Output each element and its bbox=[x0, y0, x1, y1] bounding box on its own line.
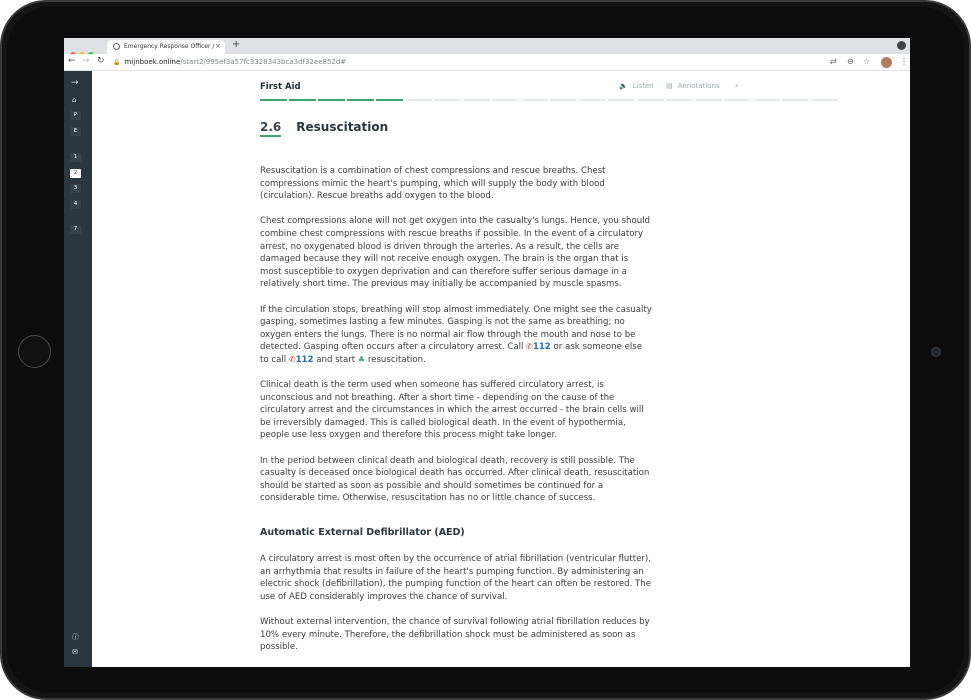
profile-avatar[interactable] bbox=[881, 57, 892, 68]
progress-segment[interactable] bbox=[434, 99, 461, 101]
url-host: mijnboek.online bbox=[124, 58, 181, 66]
camera-icon bbox=[931, 347, 941, 357]
paragraph: Clinical death is the term used when someone has suffered circulatory arrest, is unconscious and not breathing. After a short time - depending on the cause of the circulatory arrest and the circumstances in which the arrest occurred - the brain cells will be irreversibly damaged. This is called biological death. In the event of hypothermia, people use less oxygen and therefore this process might take longer. bbox=[260, 380, 644, 441]
reload-icon[interactable]: ↻ bbox=[97, 56, 105, 66]
annotations-button[interactable] bbox=[666, 82, 720, 90]
paragraph bbox=[260, 304, 652, 367]
sidebar-chapter-3[interactable]: 3 bbox=[70, 184, 81, 193]
section-heading bbox=[260, 120, 652, 137]
progress-segment[interactable] bbox=[347, 99, 374, 101]
progress-segment[interactable] bbox=[579, 99, 606, 101]
lock-icon: 🔒 bbox=[113, 59, 121, 66]
expand-sidebar-icon[interactable]: → bbox=[71, 78, 79, 88]
paragraph-text: If the circulation stops, breathing will stop almost immediately. One might see the casualty gasping, sometimes lasting a few minutes. Gasping is not the same as breathing; no oxygen enters the lungs. There is no normal air flow through the mouth and nose to be detected. Gasping often occurs after a circulatory arrest. Call bbox=[260, 304, 652, 353]
progress-segment[interactable] bbox=[521, 99, 548, 101]
sidebar-chapter-7[interactable]: 7 bbox=[70, 225, 81, 234]
main-area bbox=[92, 71, 910, 667]
progress-segment[interactable] bbox=[608, 99, 635, 101]
translate-icon[interactable]: ⇄ bbox=[830, 57, 837, 66]
chapter-content bbox=[260, 120, 652, 666]
subsection-title: Automatic External Defibrillator (AED) bbox=[260, 527, 465, 539]
tab-title: Emergency Response Officer / bbox=[124, 43, 215, 50]
annotations-label: Annotations bbox=[677, 82, 720, 90]
progress-segment[interactable] bbox=[782, 99, 809, 101]
reader-topbar bbox=[92, 71, 910, 101]
url-field[interactable] bbox=[113, 58, 346, 66]
tab-search-icon[interactable] bbox=[897, 41, 906, 50]
progress-segment[interactable] bbox=[376, 99, 403, 101]
search-icon[interactable]: ⌕ bbox=[735, 82, 739, 90]
forward-icon[interactable]: → bbox=[82, 56, 90, 66]
paragraph: Without external intervention, the chance of survival following atrial fibrillation reduces by 10% every minute. Therefore, the defibrillation shock must be administered as soon as possible. bbox=[260, 617, 650, 653]
new-tab-button[interactable]: + bbox=[232, 39, 241, 50]
progress-segment[interactable] bbox=[724, 99, 751, 101]
screen bbox=[64, 38, 910, 667]
paragraph-text: resuscitation. bbox=[367, 354, 426, 365]
progress-segment[interactable] bbox=[811, 99, 838, 101]
section-number: 2.6 bbox=[260, 120, 281, 137]
home-button[interactable] bbox=[18, 335, 51, 368]
paragraph-text: and start bbox=[316, 354, 356, 365]
annotations-icon: ▤ bbox=[666, 82, 673, 90]
phone-icon: ✆ bbox=[288, 354, 296, 364]
url-path: /start2/995ef3a57fc3328343bca3df32ee852d# bbox=[180, 58, 347, 66]
listen-label: Listen bbox=[632, 82, 654, 90]
browser-menu-icon[interactable]: ⋮ bbox=[900, 57, 908, 66]
address-bar bbox=[64, 54, 910, 71]
bookmark-star-icon[interactable]: ☆ bbox=[863, 57, 871, 66]
sidebar-item-p[interactable]: P bbox=[70, 111, 81, 120]
progress-segment[interactable] bbox=[637, 99, 664, 101]
progress-segment[interactable] bbox=[666, 99, 693, 101]
book-title: First Aid bbox=[260, 82, 301, 92]
back-icon[interactable]: ← bbox=[68, 56, 76, 66]
tab-close-icon[interactable]: × bbox=[215, 42, 221, 50]
progress-segment[interactable] bbox=[289, 99, 316, 101]
emergency-number-link[interactable]: 112 bbox=[532, 342, 551, 353]
sidebar-chapter-1[interactable]: 1 bbox=[70, 153, 81, 162]
sidebar-chapter-4[interactable]: 4 bbox=[70, 200, 81, 209]
progress-segment[interactable] bbox=[463, 99, 490, 101]
progress-segment[interactable] bbox=[260, 99, 287, 101]
sidebar-item-e[interactable]: E bbox=[70, 127, 81, 136]
progress-segment[interactable] bbox=[550, 99, 577, 101]
progress-segment[interactable] bbox=[492, 99, 519, 101]
paragraph: Chest compressions alone will not get oxygen into the casualty's lungs. Hence, you should combine chest compressions with rescue breaths if possible. In the event of a circulatory arrest, no oxygenated blood is driven through the arteries. As a result, the cells are damaged because they will not receive enough oxygen. The brain is the organ that is most susceptible to oxygen deprivation and can therefore suffer serious damage in a relatively short time. The previous may initially be accompanied by muscle spasms. bbox=[260, 216, 651, 290]
progress-segment[interactable] bbox=[695, 99, 722, 101]
listen-button[interactable] bbox=[619, 82, 654, 90]
progress-segment[interactable] bbox=[405, 99, 432, 101]
reader-app bbox=[64, 71, 910, 667]
home-icon[interactable]: ⌂ bbox=[72, 96, 77, 104]
chapter-progress bbox=[260, 99, 838, 102]
zoom-icon[interactable]: ⊖ bbox=[847, 57, 854, 66]
globe-icon bbox=[113, 43, 120, 50]
browser-tab[interactable] bbox=[107, 40, 225, 54]
progress-segment[interactable] bbox=[318, 99, 345, 101]
progress-segment[interactable] bbox=[753, 99, 780, 101]
info-icon[interactable]: ⓘ bbox=[72, 633, 79, 641]
phone-icon: ✆ bbox=[526, 342, 533, 352]
mail-icon[interactable]: ✉ bbox=[72, 648, 78, 656]
cpr-person-icon[interactable]: ♣ bbox=[357, 354, 366, 364]
browser-tab-bar bbox=[64, 38, 910, 54]
emergency-number-link[interactable]: 112 bbox=[295, 354, 314, 365]
paragraph: In the period between clinical death and biological death, recovery is still possible. The casualty is deceased once biological death has occurred. After clinical death, resuscitation should be started as soon as possible and should sometimes be continued for a considerable time. Otherwise, resuscitation has no or little chance of success. bbox=[260, 455, 650, 504]
section-title: Resuscitation bbox=[296, 120, 389, 134]
paragraph: A circulatory arrest is most often by the occurrence of atrial fibrillation (ventricular flutter), an arrhythmia that results in failure of the heart's pumping function. By administering an electric shock (defibrillation), the pumping function of the heart can often be restored. The use of AED considerably improves the chance of survival. bbox=[260, 554, 652, 602]
paragraph-text: or ask someone else to call bbox=[260, 342, 643, 365]
sidebar-chapter-2[interactable]: 2 bbox=[70, 169, 81, 178]
speaker-icon: 🔈 bbox=[619, 82, 628, 90]
sidebar bbox=[64, 71, 92, 667]
paragraph: Resuscitation is a combination of chest compressions and rescue breaths. Chest compressions mimic the heart's pumping, which will supply the body with blood (circulation). Rescue breaths add oxygen to the blood. bbox=[260, 166, 606, 202]
